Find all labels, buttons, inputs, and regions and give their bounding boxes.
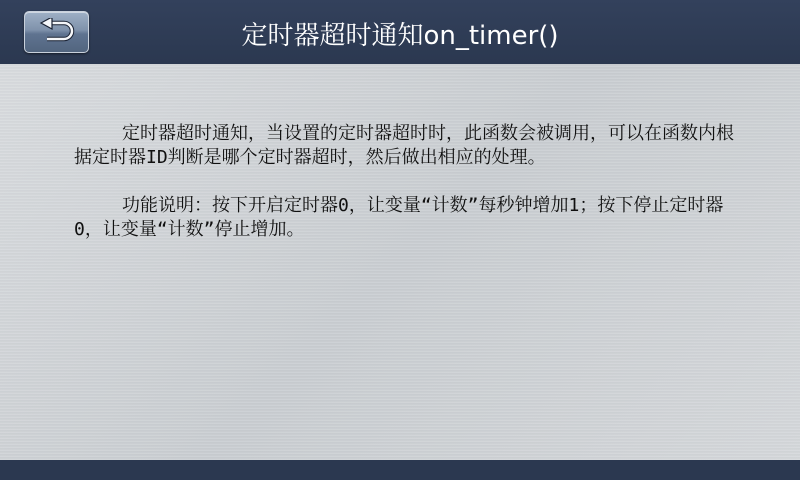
page-title: 定时器超时通知on_timer() (241, 21, 559, 51)
back-button[interactable] (24, 11, 89, 53)
description-text (74, 122, 750, 266)
undo-arrow-icon (38, 18, 78, 46)
footer-bar (0, 460, 800, 480)
description-paragraph: 定时器超时通知，当设置的定时器超时时，此函数会被调用，可以在函数内根据定时器ID判断是哪个定时器超时，然后做出相应的处理。 (74, 123, 734, 168)
header-bar (0, 0, 800, 64)
content-panel (0, 64, 800, 460)
function-description-paragraph: 功能说明：按下开启定时器0，让变量“计数”每秒钟增加1；按下停止定时器0，让变量“计数”停止增加。 (74, 195, 724, 240)
